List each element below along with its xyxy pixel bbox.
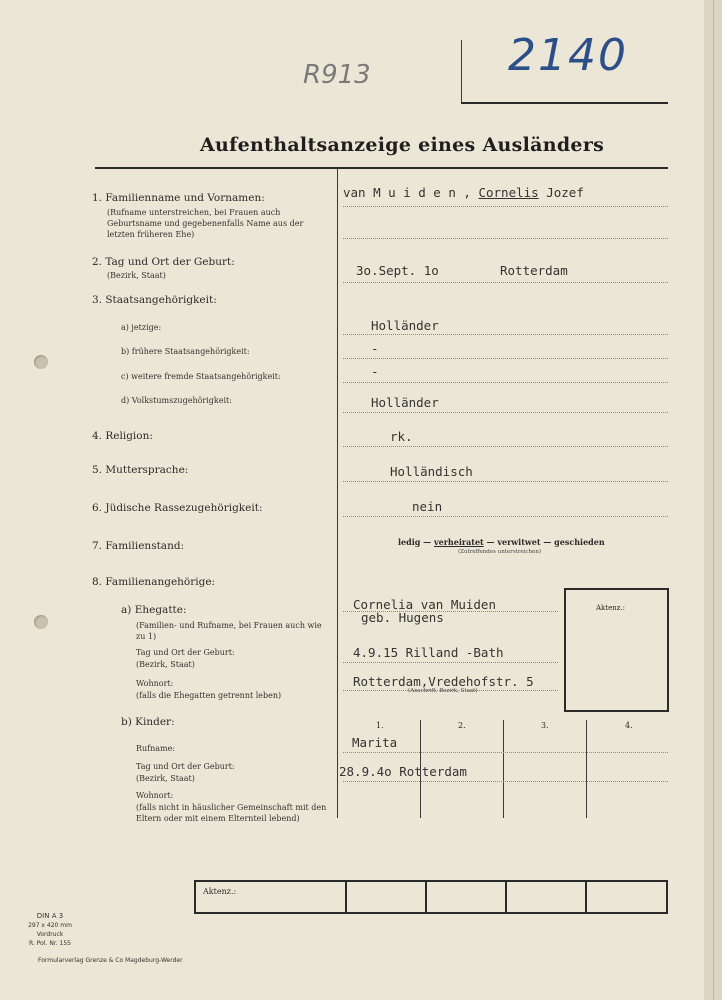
punch-hole-top <box>34 355 48 369</box>
pencil-note: R913 <box>303 60 371 90</box>
bottom-cell-divider-2 <box>425 882 427 912</box>
field-8a-hint: (Familien- und Rufname, bei Frauen auch wie zu 1) <box>136 621 322 641</box>
given-name-value: Cornelis <box>478 185 539 200</box>
din-size: 297 x 420 mm <box>28 922 72 929</box>
middle-name-value: Jozef <box>546 185 584 200</box>
field-5-value: Holländisch <box>390 464 473 479</box>
option-dash-2: — <box>486 537 495 547</box>
option-divorced: geschieden <box>554 537 605 547</box>
din-imprint <box>20 912 80 948</box>
field-3c-label: c) weitere fremde Staatsangehörigkeit: <box>121 372 281 381</box>
child-residence-hint: (falls nicht in häuslicher Gemeinschaft mit den Eltern oder mit einem Elternteil lebend) <box>136 803 327 823</box>
birth-place-value: Rotterdam <box>500 263 568 278</box>
number-box-bottom-border <box>461 102 668 104</box>
child-1-birth-value: 28.9.4o Rotterdam <box>339 764 467 779</box>
bottom-aktenz-label: Aktenz.: <box>203 887 237 896</box>
field-4-line <box>343 446 668 447</box>
marital-status-options <box>398 537 605 547</box>
field-4-label: 4. Religion: <box>92 430 153 442</box>
option-dash-3: — <box>543 537 552 547</box>
bottom-cell-divider-3 <box>505 882 507 912</box>
child-col-4-header: 4. <box>625 721 633 730</box>
child-birth-label: Tag und Ort der Geburt: <box>136 762 235 771</box>
field-3-label: 3. Staatsangehörigkeit: <box>92 294 217 306</box>
bottom-aktenz-table <box>194 880 668 914</box>
field-8a-label: a) Ehegatte: <box>121 604 187 616</box>
field-1-value <box>343 185 584 200</box>
aktenz-box-label: Aktenz.: <box>596 604 626 612</box>
child-col-divider-2 <box>503 720 504 818</box>
field-6-value: nein <box>412 499 443 514</box>
bottom-cell-divider-1 <box>345 882 347 912</box>
field-1-line-1 <box>343 206 668 207</box>
surname-value: van M u i d e n , <box>343 185 471 200</box>
spouse-birth-value: 4.9.15 Rilland -Bath <box>353 645 504 660</box>
publisher-imprint: Formularverlag Grenze & Co Magdeburg-Werder <box>38 957 183 964</box>
field-2-hint: (Bezirk, Staat) <box>107 271 166 280</box>
title-rule <box>95 167 668 169</box>
spouse-birth-line <box>343 662 558 663</box>
bottom-cell-divider-4 <box>585 882 587 912</box>
child-col-divider-3 <box>586 720 587 818</box>
option-widowed: verwitwet <box>497 537 541 547</box>
birth-date-value: 3o.Sept. 1o <box>356 263 439 278</box>
spouse-residence-hint: (falls die Ehegatten getrennt leben) <box>136 691 282 700</box>
field-4-value: rk. <box>390 429 413 444</box>
field-1-hint: (Rufname unterstreichen, bei Frauen auch Geburtsname und gegebenenfalls Name aus der letzten früheren Ehe) <box>107 208 304 239</box>
child-birth-hint: (Bezirk, Staat) <box>136 774 195 783</box>
spouse-birthname-value: geb. Hugens <box>361 610 444 625</box>
number-box-left-border <box>461 40 462 103</box>
field-3b-line <box>343 358 668 359</box>
spouse-birth-label: Tag und Ort der Geburt: <box>136 648 235 657</box>
field-8b-label: b) Kinder: <box>121 716 175 728</box>
pol-nr: R. Pol. Nr. 155 <box>29 940 71 947</box>
child-rufname-label: Rufname: <box>136 744 176 753</box>
field-1-line-2 <box>343 238 668 239</box>
field-7-label: 7. Familienstand: <box>92 540 185 552</box>
field-8-label: 8. Familienangehörige: <box>92 576 216 588</box>
field-3d-value: Holländer <box>371 395 439 410</box>
option-married: verheiratet <box>433 537 484 547</box>
child-birth-line <box>343 781 668 782</box>
option-single: ledig <box>398 537 421 547</box>
spouse-residence-label: Wohnort: <box>136 679 174 688</box>
column-divider <box>337 168 338 818</box>
field-6-line <box>343 516 668 517</box>
field-7-hint: (Zutreffendes unterstreichen) <box>458 549 542 555</box>
field-3a-line <box>343 334 668 335</box>
child-col-3-header: 3. <box>541 721 549 730</box>
field-2-line <box>343 282 668 283</box>
spouse-name-value: Cornelia van Muiden <box>353 597 496 612</box>
punch-hole-bottom <box>34 615 48 629</box>
field-3b-label: b) frühere Staatsangehörigkeit: <box>121 347 250 356</box>
field-2-label: 2. Tag und Ort der Geburt: <box>92 256 235 268</box>
spouse-residence-sub: (Anschrift, Bezirk, Staat) <box>408 688 478 694</box>
child-col-1-header: 1. <box>376 721 384 730</box>
field-3c-line <box>343 382 668 383</box>
field-8a-line <box>343 611 558 612</box>
child-col-2-header: 2. <box>458 721 466 730</box>
aktenz-box <box>564 588 669 712</box>
child-residence-label: Wohnort: <box>136 791 174 800</box>
field-3d-line <box>343 412 668 413</box>
field-3b-value: - <box>371 341 379 356</box>
page-edge-line <box>713 0 714 1000</box>
field-1-label: 1. Familienname und Vornamen: <box>92 192 265 204</box>
field-5-line <box>343 481 668 482</box>
field-3c-value: - <box>371 364 379 379</box>
child-1-name-value: Marita <box>352 735 398 750</box>
field-3a-value: Holländer <box>371 318 439 333</box>
field-3a-label: a) jetzige: <box>121 323 162 332</box>
child-rufname-line <box>343 752 668 753</box>
field-6-label: 6. Jüdische Rassezugehörigkeit: <box>92 502 263 514</box>
form-title: Aufenthaltsanzeige eines Ausländers <box>200 134 605 156</box>
option-dash-1: — <box>423 537 432 547</box>
din-format: DIN A 3 <box>36 912 64 920</box>
vordruck-label: Vordruck <box>36 931 64 938</box>
form-number-handwritten: 2140 <box>508 30 628 81</box>
spouse-residence-value: Rotterdam,Vredehofstr. 5 <box>353 674 534 689</box>
field-3d-label: d) Volkstumszugehörigkeit: <box>121 396 232 405</box>
spouse-birth-hint: (Bezirk, Staat) <box>136 660 195 669</box>
field-5-label: 5. Muttersprache: <box>92 464 189 476</box>
